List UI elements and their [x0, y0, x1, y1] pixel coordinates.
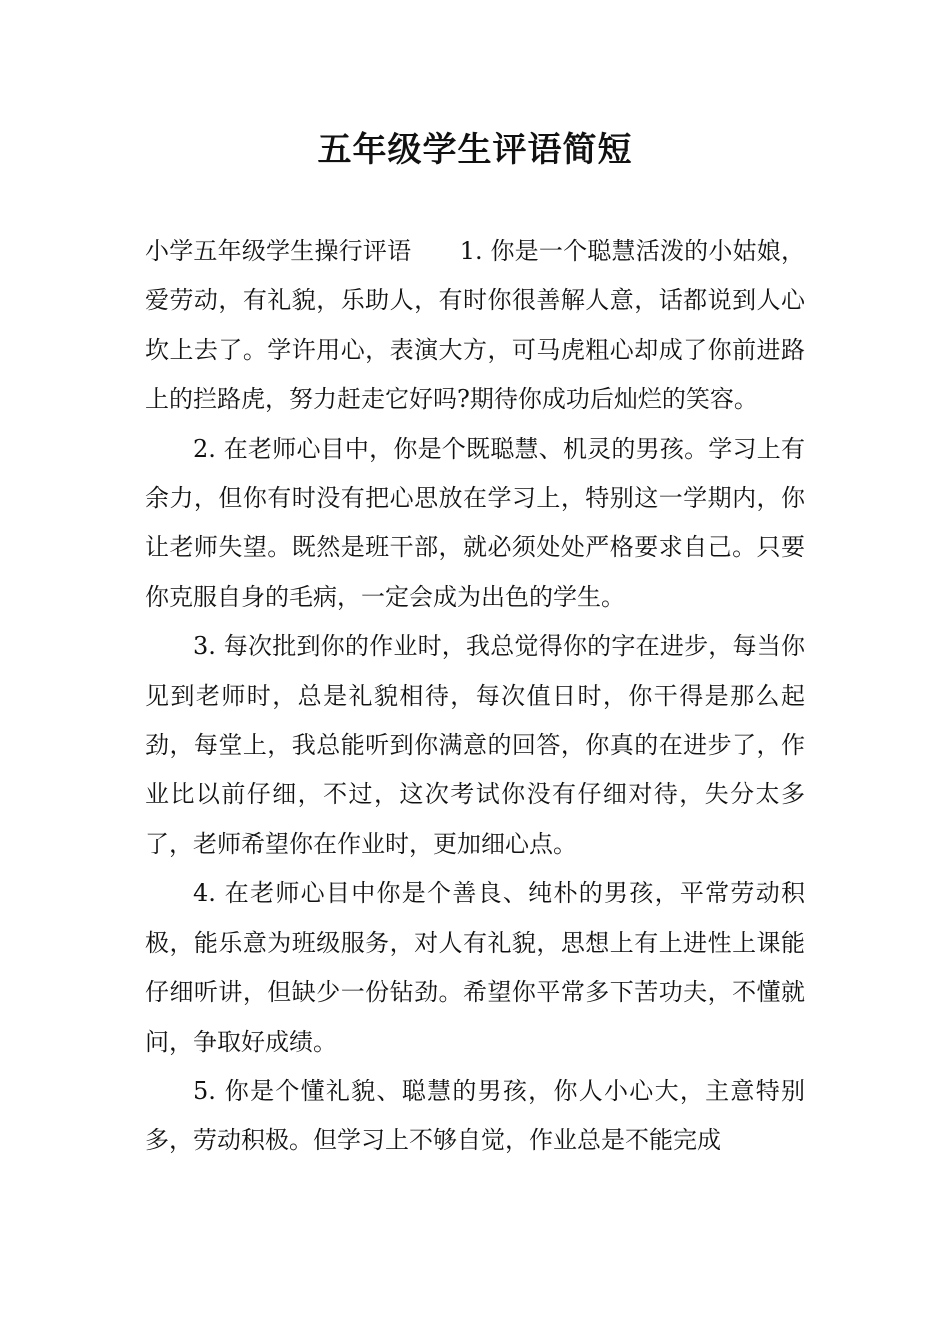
document-body — [145, 227, 805, 1166]
paragraph-2: 2. 在老师心目中，你是个既聪慧、机灵的男孩。学习上有余力，但你有时没有把心思放在学习上，特别这一学期内，你让老师失望。既然是班干部，就必须处处严格要求自己。只要你克服自身的毛病，一定会成为出色的学生。 — [145, 434, 805, 611]
paragraph-5: 5. 你是个懂礼貌、聪慧的男孩，你人小心大，主意特别多，劳动积极。但学习上不够自觉，作业总是不能完成 — [145, 1076, 805, 1155]
paragraph-3: 3. 每次批到你的作业时，我总觉得你的字在进步，每当你见到老师时，总是礼貌相待，每次值日时，你干得是那么起劲，每堂上，我总能听到你满意的回答，你真的在进步了，作业比以前仔细，不过，这次考试你没有仔细对待，失分太多了，老师希望你在作业时，更加细心点。 — [145, 632, 805, 858]
paragraph-4: 4. 在老师心目中你是个善良、纯朴的男孩，平常劳动积极，能乐意为班级服务，对人有礼貌，思想上有上进性上课能仔细听讲，但缺少一份钻劲。希望你平常多下苦功夫，不懂就问，争取好成绩。 — [145, 879, 805, 1056]
document-title: 五年级学生评语简短 — [317, 130, 633, 170]
paragraph-1: 小学五年级学生操行评语 1. 你是一个聪慧活泼的小姑娘，爱劳动，有礼貌，乐助人，有时你很善解人意，话都说到人心坎上去了。学许用心，表演大方，可马虎粗心却成了你前进路上的拦路虎，努力赶走它好吗?期待你成功后灿烂的笑容。 — [145, 237, 805, 414]
